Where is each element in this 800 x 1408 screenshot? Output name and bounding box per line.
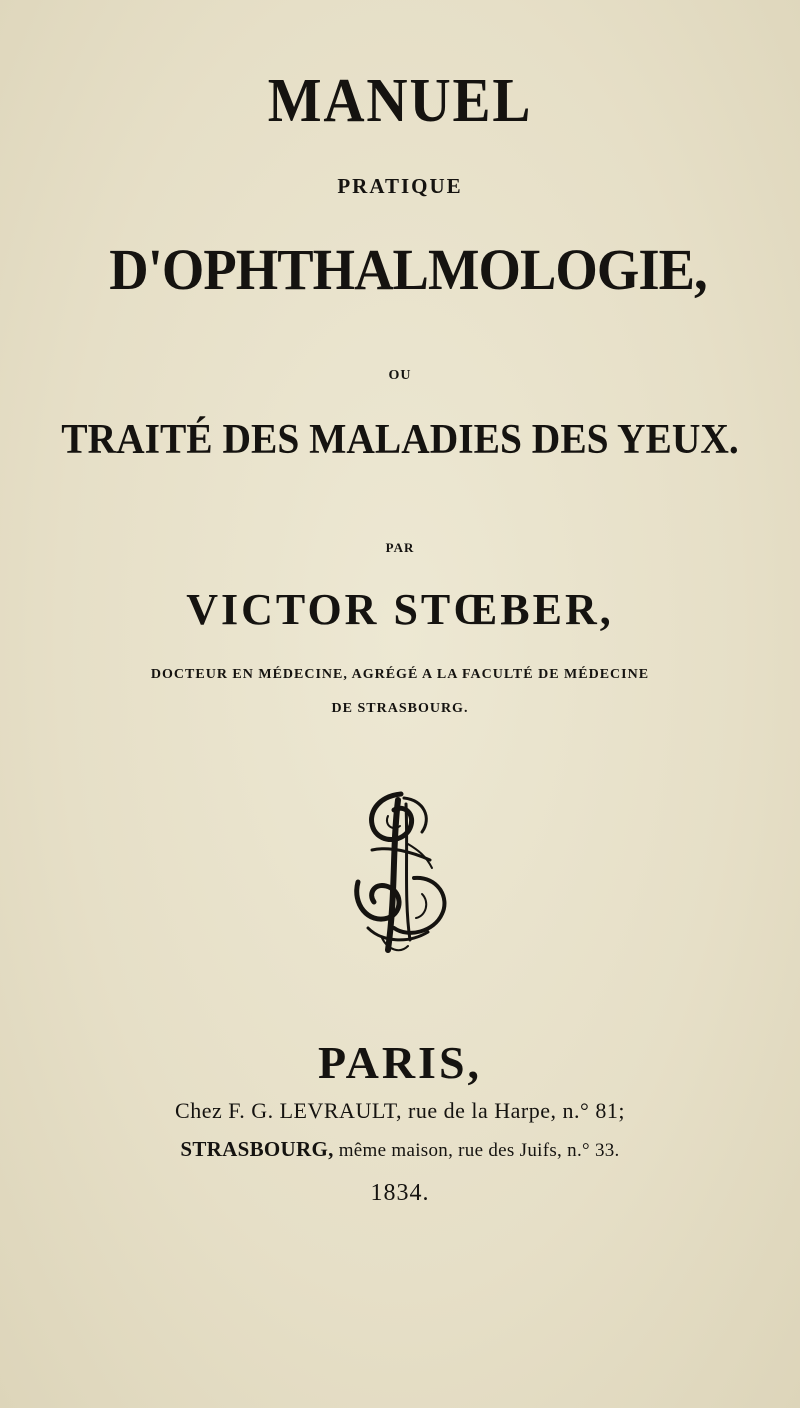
title-pratique: PRATIQUE [337,174,463,198]
monogram-fl-icon [338,790,464,960]
title-ou: OU [388,368,412,383]
title-manuel: MANUEL [267,67,533,135]
imprint-year: 1834. [370,1180,430,1206]
subtitle: TRAITÉ DES MALADIES DES YEUX. [61,417,739,463]
imprint-publisher-line-2-city: STRASBOURG, [180,1137,334,1161]
author-qualification-line-1: DOCTEUR EN MÉDECINE, AGRÉGÉ A LA FACULTÉ DE MÉDECINE [150,667,650,682]
author-name: VICTOR STŒBER, [186,585,614,634]
imprint-publisher-line-2-rest: même maison, rue des Juifs, n.° 33. [333,1140,620,1161]
imprint-publisher-line-1: Chez F. G. LEVRAULT, rue de la Harpe, n.° 81; [175,1098,625,1123]
imprint-city: PARIS, [317,1037,483,1088]
by-label: PAR [385,540,415,555]
title-subject: D'OPHTHALMOLOGIE, [109,237,707,302]
imprint-publisher-line-2 [0,1137,800,1162]
author-qualification-line-2: DE STRASBOURG. [331,701,469,716]
